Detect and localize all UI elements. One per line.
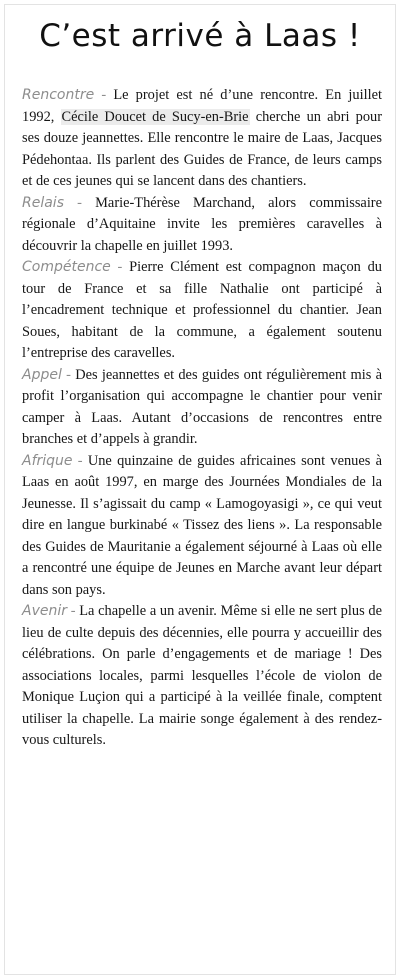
keyword-afrique: Afrique	[22, 452, 73, 469]
article-body	[22, 85, 382, 752]
keyword-dash: -	[94, 87, 114, 103]
keyword-dash: -	[61, 366, 76, 383]
keyword-dash: -	[72, 452, 88, 469]
paragraph-text: La chapelle a un avenir. Même si elle ne sert plus de lieu de culte depuis des décennies, elle pourra y accueillir des célébrations. On parle d’engagements et de mariage ! Des associations locales, parmi lesquelles l’école de violon de Monique Luçion qui a participé à la veillée finale, comptent utiliser la chapelle. La mairie songe également à des rendez-vous culturels.	[22, 603, 382, 748]
paragraph-text: Le projet est né d’une rencontre. En juillet 1992,	[22, 87, 382, 125]
keyword-relais: Relais	[22, 194, 64, 211]
paragraph-rencontre	[22, 85, 382, 193]
keyword-appel: Appel	[22, 366, 62, 383]
paragraph-text: Marie-Thérèse Marchand, alors commissaire régionale d’Aquitaine invite les premières caravelles à découvrir la chapelle en juillet 1993.	[22, 194, 382, 254]
keyword-dash: -	[67, 603, 80, 619]
highlighted-name: Cécile Doucet de Sucy-en-Brie	[61, 108, 249, 125]
paragraph-text: cherche un abri pour ses douze jeannettes. Elle rencontre le maire de Laas, Jacques Pédehontaa. Ils parlent des Guides de France, de leurs camps et de ces jeunes qui se lancent dans des chantiers.	[22, 108, 383, 189]
paragraph-text: Pierre Clément est compagnon maçon du tour de France et sa fille Nathalie ont participé à l’encadrement technique et professionnel du chantier. Jean Soues, habitant de la commune, a également soutenu l’entreprise des caravelles.	[22, 259, 382, 361]
page-title: C’est arrivé à Laas !	[39, 18, 361, 54]
keyword-dash: -	[64, 194, 96, 211]
paragraph-relais	[22, 193, 382, 258]
keyword-rencontre: Rencontre	[22, 87, 95, 103]
paragraph-competence	[22, 257, 382, 365]
paragraph-avenir	[22, 601, 382, 752]
keyword-avenir: Avenir	[22, 603, 67, 619]
keyword-dash: -	[110, 259, 130, 275]
paragraph-afrique	[22, 451, 382, 602]
paragraph-text: Des jeannettes et des guides ont régulièrement mis à profit l’organisation qui accompagne le chantier pour venir camper à Laas. Autant d’occasions de rencontres entre branches et d’appels à grandir.	[22, 366, 382, 447]
paragraph-appel	[22, 365, 382, 451]
paragraph-text: Une quinzaine de guides africaines sont venues à Laas en août 1997, en marge des Journées Mondiales de la Jeunesse. Il s’agissait du camp « Lamogoyasigi », ce qui veut dire en langue burkinabé « Tissez des liens ». La responsable des Guides de Mauritanie a également séjourné à Laas où elle a rencontré une équipe de Jeunes en Marche avant leur départ dans son pays.	[22, 452, 382, 598]
keyword-competence: Compétence	[22, 259, 111, 275]
